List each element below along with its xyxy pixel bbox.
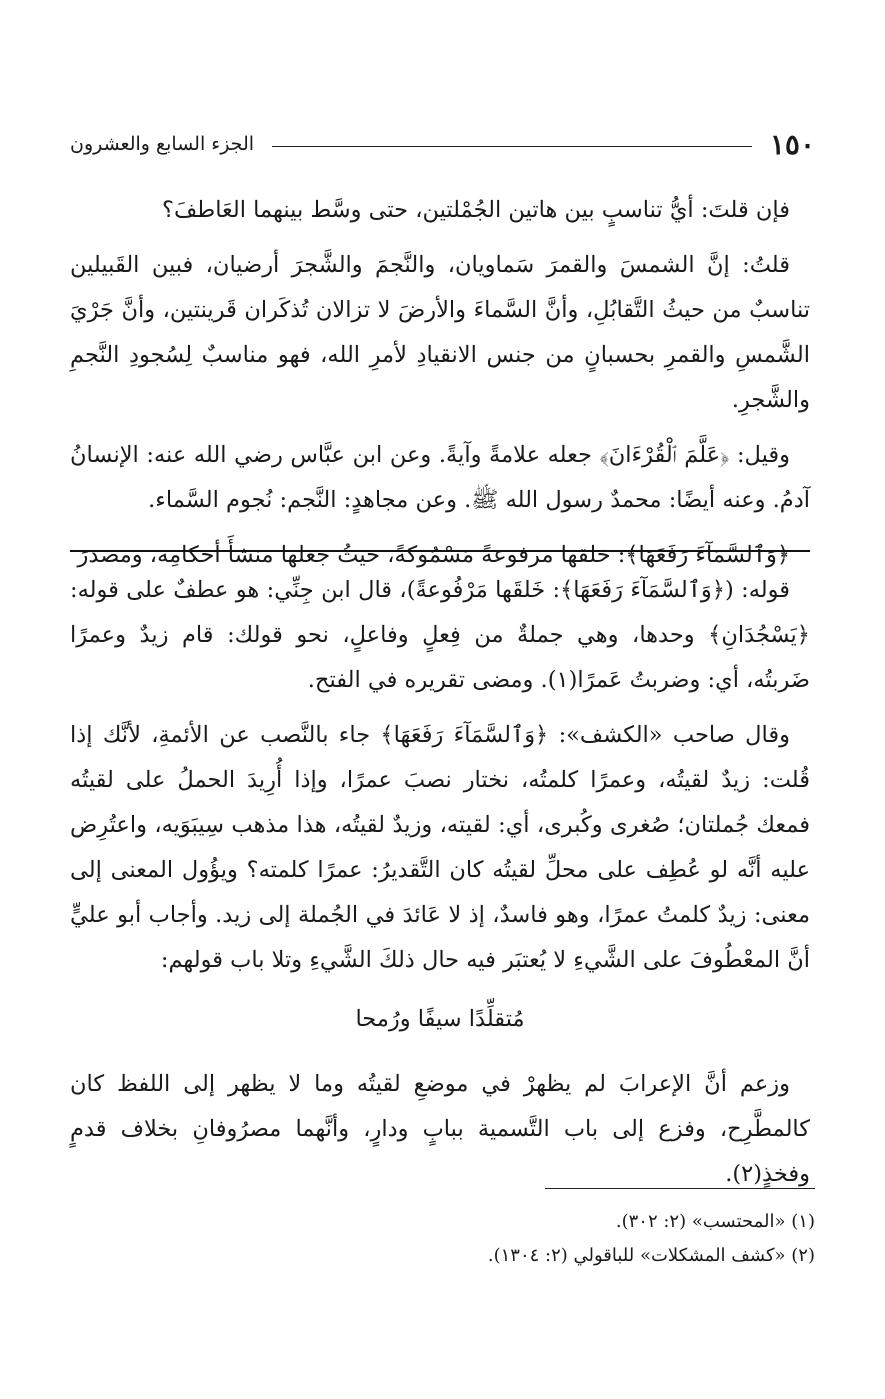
footnote-rule — [545, 1188, 815, 1189]
header-rule — [272, 146, 752, 147]
main-text — [70, 188, 810, 588]
footnote: (١) «المحتسب» (٢: ٣٠٢). — [615, 1211, 815, 1232]
commentary-paragraph: قوله: (﴿وَٱلسَّمَآءَ رَفَعَهَا﴾: خَلقَها مَرْفُوعةً)، قال ابن جِنِّي: هو عطفٌ على قوله: ﴿يَسْجُدَانِ﴾ وحدها، وهي جملةٌ من فِعلٍ وفاعلٍ، نحو قولك: قام زيدٌ وعمرًا ضَربتُه، أي: وضربتُ عَمرًا(١). ومضى تقريره في الفتح. — [70, 577, 810, 693]
poetry-verse: مُتقلِّدًا سيفًا ورُمحا — [355, 1006, 525, 1032]
main-paragraph: فإن قلتَ: أيُّ تناسبٍ بين هاتين الجُمْلتين، حتى وسَّط بينهما العَاطفَ؟ — [162, 197, 790, 223]
main-paragraph: ﴿وَٱلسَّمَآءَ رَفَعَهَا﴾: خلقها مرفوعةً مَسْمُوكةً، حيثُ جعلها منشأَ أحكامِه، ومصدرَ — [77, 542, 790, 568]
commentary-paragraph: وزعم أنَّ الإعرابَ لم يظهرْ في موضعِ لقيتُه وما لا يظهر إلى اللفظ كان كالمطَّرِح، وفزع إلى باب التَّسمية ببابٍ ودارٍ، وأنَّهما مصرُوفانِ بخلاف قدمٍ وفخذٍ(٢). — [70, 1071, 810, 1187]
page-header — [70, 124, 815, 164]
main-paragraph: قلتُ: إنَّ الشمسَ والقمرَ سَماويان، والنَّجمَ والشَّجرَ أرضيان، فبين القَبيلين تناسبٌ من حيثُ التَّقابُلِ، وأنَّ السَّماءَ والأرضَ لا تزالان تُذكَران قَرينتين، وأنَّ جَرْيَ الشَّمسِ والقمرِ بحسبانٍ من جنس الانقيادِ لأمرِ الله، فهو مناسبٌ لِسُجودِ النَّجمِ والشَّجرِ. — [70, 252, 810, 413]
footnotes — [75, 1205, 815, 1273]
footnote: (٢) «كشف المشكلات» للباقولي (٢: ١٣٠٤). — [487, 1245, 815, 1266]
page-number: ١٥٠ — [769, 127, 815, 161]
section-divider — [70, 550, 810, 552]
commentary-text — [70, 568, 810, 1207]
commentary-paragraph: وقال صاحب «الكشف»: ﴿وَٱلسَّمَآءَ رَفَعَهَا﴾ جاء بالنَّصب عن الأئمةِ، لأنَّك إذا قُلت: زيدٌ لقيتُه، وعمرًا كلمتُه، نختار نصبَ عمرًا، وإذا أُرِيدَ الحملُ على لقيتُه فمعك جُملتان؛ صُغرى وكُبرى، أي: لقيته، وزيدٌ لقيتُه، هذا مذهب سِيبَوَيه، واعتُرِض عليه أنَّه لو عُطِف على محلِّ لقيتُه كان التَّقديرُ: عمرًا كلمته؟ ويؤُول المعنى إلى معنى: زيدٌ كلمتُ عمرًا، وهو فاسدٌ، إذ لا عَائدَ في الجُملة إلى زيد. وأجاب أبو عليٍّ أنَّ المعْطُوفَ على الشَّيءِ لا يُعتبَر فيه حال ذلكَ الشَّيءِ وتلا باب قولهم: — [70, 722, 810, 973]
running-title: الجزء السابع والعشرون — [70, 133, 255, 155]
main-paragraph: وقيل: ﴿عَلَّمَ ٱلْقُرْءَانَ﴾ جعله علامةً وآيةً. وعن ابن عبَّاس رضي الله عنه: الإنسانُ آدمُ. وعنه أيضًا: محمدٌ رسول الله ﷺ. وعن مجاهدٍ: النَّجم: نُجوم السَّماء. — [70, 442, 810, 513]
